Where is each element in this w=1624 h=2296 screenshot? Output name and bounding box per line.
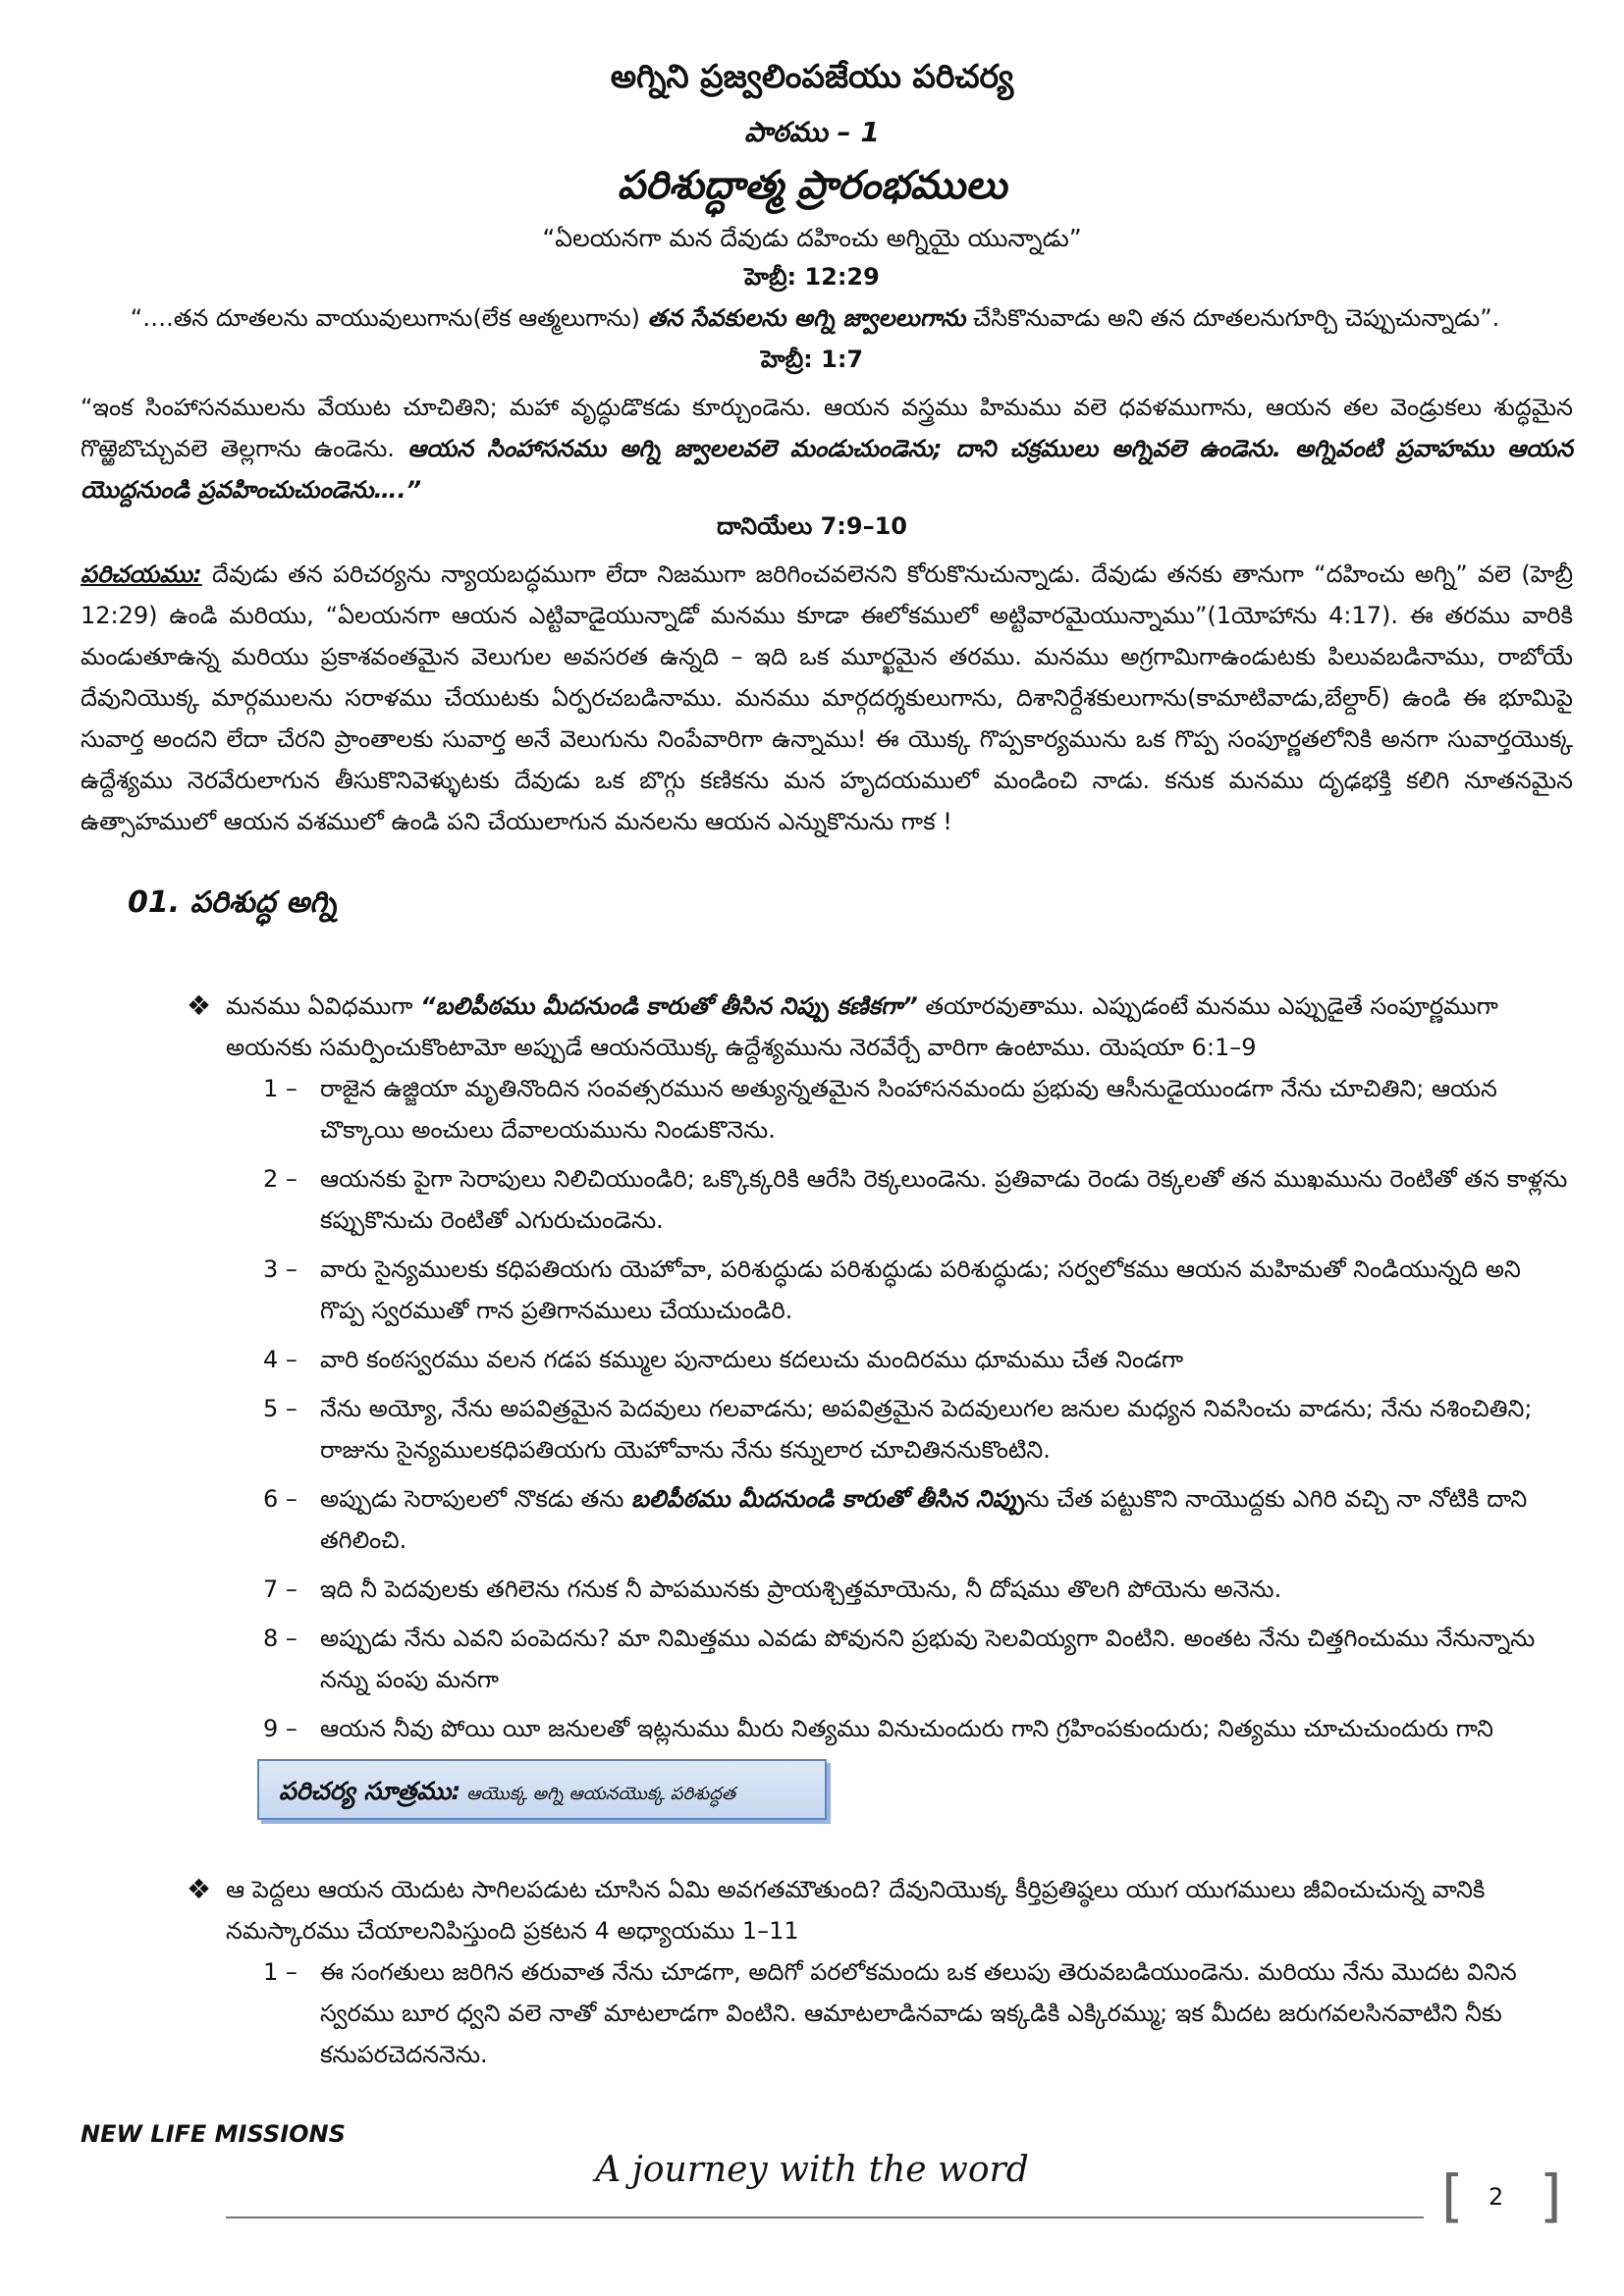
verse-number: 9 – [263, 1715, 298, 1742]
lesson-subtitle: పరిశుద్ధాత్మ ప్రారంభములు [617, 163, 1007, 208]
section1-bullet-block [187, 986, 1571, 1790]
bullet-text-bold: “బలిపీఠము మీదనుండి కారుతో తీసిన నిప్పు కణికగా” [420, 992, 918, 1020]
section2-bullet-block [187, 1869, 1571, 2075]
quote2-bold: తన సేవకులను అగ్ని జ్వాలలుగాను [647, 304, 966, 332]
list-item [263, 1388, 1571, 1470]
list-item [263, 1249, 1571, 1331]
quote-hebrews-1-7 [59, 304, 1571, 338]
verse-text: వారి కంఠస్వరము వలన గడప కమ్ముల పునాదులు కదలుచు మందిరము ధూమము చేత నిండగా [320, 1346, 1184, 1373]
verse-number: 3 – [263, 1255, 298, 1283]
list-item [263, 1951, 1571, 2075]
page-title: అగ్నిని ప్రజ్వలింపజేయు పరిచర్య [610, 57, 1014, 95]
quote3-bold: ఆయన సింహాసనము అగ్ని జ్వాలలవలె మండుచుండెను; దాని చక్రములు అగ్నివలె ఉండెను. అగ్నివంటి ప్రవాహము ఆయన యొద్దనుండి ప్రవహించుచుండెను….” [81, 435, 1573, 504]
introduction-paragraph [81, 554, 1573, 842]
bracket-right-icon: ] [1540, 2163, 1562, 2229]
footer-organization: NEW LIFE MISSIONS [81, 2120, 346, 2148]
list-item [263, 1158, 1571, 1241]
verse-number: 1 – [263, 1075, 298, 1102]
diamond-bullet-icon: ❖ [187, 989, 212, 1022]
verse-text: ఈ సంగతులు జరిగిన తరువాత నేను చూడగా, అదిగో పరలోకమందు ఒక తలుపు తెరువబడియుండెను. మరియు నేను మొదట వినిన స్వరము బూర ధ్వని వలె నాతో మాటలాడగా వింటిని. ఆమాటలాడినవాడు ఇక్కడికి ఎక్కిరమ్ము; ఇక మీదట జరుగవలసినవాటిని నీకు కనుపరచెదననెను. [320, 1958, 1517, 2068]
verse-text: వారు సైన్యములకు కధిపతియగు యెహోవా, పరిశుద్ధుడు పరిశుద్ధుడు పరిశుద్ధుడు; సర్వలోకము ఆయన మహిమతో నిండియున్నది అని గొప్ప స్వరముతో గాన ప్రతిగానములు చేయుచుండిరి. [320, 1255, 1521, 1324]
quote-ref-2: హెబ్రీ: 1:7 [760, 346, 864, 373]
callout-text: ఆయొక్క అగ్ని ఆయనయొక్క పరిశుద్ధత [460, 1784, 735, 1804]
verse-number: 1 – [263, 1958, 298, 1986]
quote-hebrews-12-29: “ఏలయనగా మన దేవుడు దహించు అగ్నియై యున్నాడు” [542, 224, 1082, 252]
quote2-post: చేసికొనువాడు అని తన దూతలనుగూర్చి చెప్పుచున్నాడు”. [965, 304, 1500, 332]
quote-ref-1: హెబ్రీ: 12:29 [744, 263, 880, 291]
quote-daniel-7-9 [81, 387, 1573, 510]
introduction-label: పరిచయము: [81, 561, 202, 588]
ministry-principle-callout [257, 1759, 827, 1820]
verse-text-bold: బలిపీఠము మీదనుండి కారుతో తీసిన నిప్పు [631, 1485, 1025, 1513]
quote2-pre: “….తన దూతలను వాయువులుగాను(లేక ఆత్మలుగాను) [130, 304, 648, 332]
verse-text: ఆయనకు పైగా సెరాపులు నిలిచియుండిరి; ఒక్కొక్కరికి ఆరేసి రెక్కలుండెను. ప్రతివాడు రెండు రెక్కలతో తన ముఖమును రెంటితో తన కాళ్లను కప్పుకొనుచు రెంటితో ఎగురుచుండెను. [320, 1165, 1568, 1234]
bullet-text-pre: మనము ఏవిధముగా [226, 992, 421, 1020]
quote3-pre: “ఇంక సింహాసనములను వేయుట చూచితిని; మహా వృద్ధుడొకడు కూర్చుండెను. ఆయన వస్త్రము హిమము వలె ధవళముగాను, ఆయన తల వెండ్రుకలు శుద్ధమైన గొఱ్ఱెబొచ్చువలె తెల్లగాను ఉండెను. [81, 394, 1573, 462]
verse-number: 5 – [263, 1395, 298, 1422]
footer-divider [226, 2216, 1424, 2218]
verse-number: 4 – [263, 1346, 298, 1373]
section-heading-holy-fire: 01. పరిశుద్ధ అగ్ని [128, 885, 337, 920]
quote-ref-3: దానియేలు 7:9–10 [717, 512, 907, 540]
isaiah-verse-list [263, 1068, 1571, 1790]
diamond-bullet-icon: ❖ [187, 1873, 212, 1905]
list-item [263, 1569, 1571, 1610]
introduction-text: దేవుడు తన పరిచర్యను న్యాయబద్ధముగా లేదా నిజముగా జరిగించవలెనని కోరుకొనుచున్నాడు. దేవుడు తనకు తానుగా “దహించు అగ్ని” వలె (హెబ్రీ 12:29) ఉండి మరియు, “ఏలయనగా ఆయన ఎట్టివాడైయున్నాడో మనము కూడా ఈలోకములో అట్టివారమైయున్నాము”(1యోహాను 4:17). ఈ తరము వారికి మండుతూఉన్న మరియు ప్రకాశవంతమైన వెలుగుల అవసరత ఉన్నది – ఇది ఒక మూర్ఖమైన తరము. మనము అగ్రగామిగాఉండుటకు పిలువబడినాము, రాబోయే దేవునియొక్క మార్గములను సరాళము చేయుటకు ఏర్పరచబడినాము. మనము మార్గదర్శకులుగాను, దిశానిర్దేశకులుగాను(కామాటివాడు,బేల్దార్) ఉండి ఈ భూమిపై సువార్త అందని లేదా చేరని ప్రాంతాలకు సువార్త అనే వెలుగును నింపేవారిగా ఉన్నాము! ఈ యొక్క గొప్పకార్యమును ఒక గొప్ప సంపూర్ణతలోనికి అనగా సువార్తయొక్క ఉద్దేశ్యము నెరవేరులాగున తీసుకొనివెళ్ళుటకు దేవుడు ఒక బొగ్గు కణికను మన హృదయములో మండించి నాడు. కనుక మనము దృఢభక్తి కలిగి నూతనమైన ఉత్సాహములో ఆయన వశములో ఉండి పని చేయులాగున మనలను ఆయన ఎన్నుకొనును గాక ! [81, 561, 1573, 835]
lesson-number: పాఠము – 1 [744, 116, 880, 148]
verse-number: 7 – [263, 1575, 298, 1603]
verse-text: ఇది నీ పెదవులకు తగిలెను గనుక నీ పాపమునకు ప్రాయశ్చిత్తమాయెను, నీ దోషము తొలగి పోయెను అనెను. [320, 1575, 1282, 1603]
bullet-text-post: తయారవుతాము. ఎప్పుడంటే మనము ఎప్పుడైతే సంపూర్ణముగా అయనకు సమర్పించుకొంటామో అప్పుడే ఆయనయొక్క ఉద్దేశ్యమును నెరవేర్చే వారిగా ఉంటాము. యెషయా 6:1–9 [226, 992, 1498, 1061]
callout-label: పరిచర్య సూత్రము: [279, 1777, 461, 1805]
list-item [263, 1068, 1571, 1150]
page-number-box [1441, 2163, 1569, 2230]
bracket-left-icon: [ [1441, 2163, 1464, 2229]
section2-bullet-text: ఆ పెద్దలు ఆయన యెదుట సాగిలపడుట చూసిన ఏమి అవగతమౌతుంది? దేవునియొక్క కీర్తిప్రతిష్ఠలు యుగ యుగములు జీవించుచున్న వానికి నమస్కారము చేయాలనిపిస్తుంది ప్రకటన 4 అధ్యాయము 1–11 [226, 1876, 1486, 1945]
verse-number: 2 – [263, 1165, 298, 1193]
verse-text: అప్పుడు నేను ఎవని పంపెదను? మా నిమిత్తము ఎవడు పోవునని ప్రభువు సెలవియ్యగా వింటిని. అంతట నేను చిత్తగించుము నేనున్నాను నన్ను పంపు మనగా [320, 1625, 1536, 1693]
verse-number: 8 – [263, 1625, 298, 1652]
list-item [263, 1339, 1571, 1380]
footer-tagline: A journey with the word [595, 2150, 1029, 2190]
page-number: 2 [1489, 2183, 1504, 2211]
list-item [263, 1478, 1571, 1561]
verse-text: ఆయన నీవు పోయి యీ జనులతో ఇట్లనుము మీరు నిత్యము వినుచుందురు గాని గ్రహింపకుందురు; నిత్యము చూచుచుందురు గాని [320, 1715, 1493, 1742]
list-item [263, 1618, 1571, 1700]
revelation-verse-list [263, 1951, 1571, 2075]
verse-text: నేను అయ్యో, నేను అపవిత్రమైన పెదవులు గలవాడను; అపవిత్రమైన పెదవులుగల జనుల మధ్యన నివసించు వాడను; నేను నశించితిని; రాజును సైన్యములకధిపతియగు యెహోవాను నేను కన్నులార చూచితిననుకొంటిని. [320, 1395, 1533, 1464]
verse-number: 6 – [263, 1485, 298, 1513]
verse-text: రాజైన ఉజ్జియా మృతినొందిన సంవత్సరమున అత్యున్నతమైన సింహాసనమందు ప్రభువు ఆసీనుడైయుండగా నేను చూచితిని; ఆయన చొక్కాయి అంచులు దేవాలయమును నిండుకొనెను. [320, 1075, 1497, 1144]
verse-text-post: ను చేత పట్టుకొని నాయొద్దకు ఎగిరి వచ్చి నా నోటికి దాని తగిలించి. [320, 1485, 1528, 1554]
section1-bullet-text [226, 986, 1571, 1068]
verse-text-pre: అప్పుడు సెరాపులలో నొకడు తను [320, 1485, 632, 1513]
